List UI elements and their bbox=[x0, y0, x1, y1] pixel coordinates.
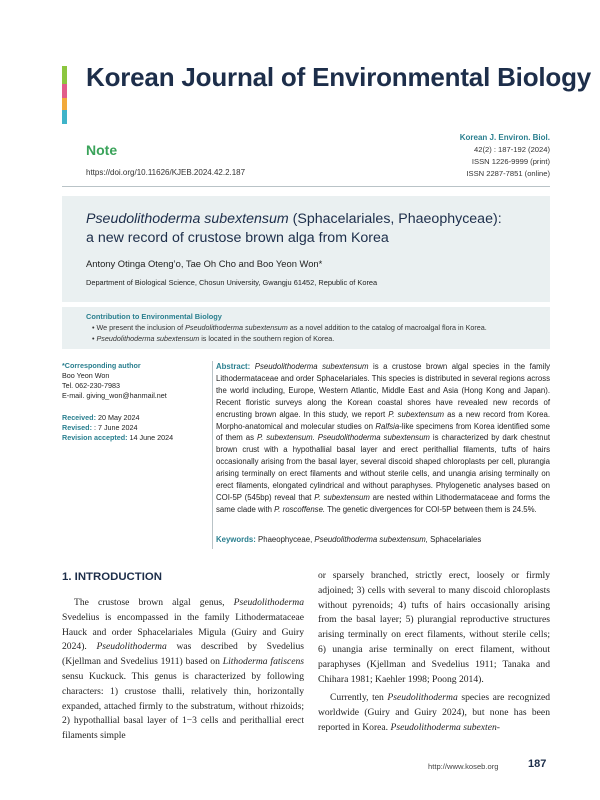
contribution-text: as a novel addition to the catalog of macroalgal flora in Korea. bbox=[287, 323, 487, 332]
contribution-item bbox=[92, 334, 334, 343]
header-divider bbox=[62, 186, 550, 187]
page-number: 187 bbox=[528, 758, 547, 770]
abstract-italic: P. subextensum bbox=[314, 492, 370, 502]
body-italic: Pseudolithoderma bbox=[387, 692, 458, 704]
body-paragraph: or sparsely branched, strictly erect, loosely or firmly adjoined; 3) cells with several to many discoid chloroplasts without pyrenoids; 4) tufts of hairs occasionally arising from the basal layer; 5) plurangial reproductive structures arising terminally on erect filaments, without sterile cells; 6) unangia arise terminally on erect filament, without paraphyses (Kjellman and Svedelius 1911; Tanaka and Chihara 1981; Kaehler 1998; Poong 2014). bbox=[318, 570, 550, 685]
journal-volume: 42(2) : 187-192 (2024) bbox=[474, 145, 550, 154]
corresponding-author-tel: Tel. 062-230-7983 bbox=[62, 381, 120, 390]
abstract-italic: P. roscoffense. bbox=[274, 504, 326, 514]
body-italic: Pseudolithoderma bbox=[96, 641, 167, 653]
body-paragraph bbox=[318, 691, 550, 735]
abstract-italic: P. subextensum bbox=[388, 409, 445, 419]
abstract-italic: Pseudolithoderma subextensum bbox=[254, 362, 369, 371]
received-label: Received: bbox=[62, 413, 96, 422]
journal-title: Korean Journal of Environmental Biology bbox=[86, 62, 592, 92]
contribution-text: is located in the southern region of Korea. bbox=[199, 334, 335, 343]
body-italic: Pseudolithoderma bbox=[233, 597, 304, 608]
body-text: was described by Svedelius (Kjellman and Svedelius 1911) based on bbox=[62, 641, 304, 668]
keywords bbox=[216, 535, 550, 544]
body-text: Currently, ten bbox=[330, 692, 388, 704]
revised-date bbox=[62, 423, 212, 433]
author-list: Antony Otinga Oteng’o, Tae Oh Cho and Boo Yeon Won* bbox=[86, 258, 323, 269]
contribution-title: Contribution to Environmental Biology bbox=[86, 312, 222, 321]
doi-link[interactable]: https://doi.org/10.11626/KJEB.2024.42.2.187 bbox=[86, 168, 246, 177]
abstract-text: The genetic divergences for COI-5P between them is 24.5%. bbox=[325, 504, 537, 514]
journal-color-stripe-pink bbox=[62, 84, 67, 98]
contribution-species: Pseudolithoderma subextensum bbox=[96, 334, 200, 343]
journal-issn-print: ISSN 1226-9999 (print) bbox=[471, 157, 550, 166]
body-italic: Pseudolithoderma subexten- bbox=[390, 721, 500, 733]
contribution-species: Pseudolithoderma subextensum bbox=[185, 323, 288, 332]
contribution-text: We present the inclusion of bbox=[96, 323, 186, 332]
abstract-text: is characterized by dark chestnut brown crust with a hypothallial basal layer and erect perithallial filaments, tufts of hairs occasionally arising from the basal layer, several discoid shaped chloroplasts per cell, plurangia arising terminally on erect filaments and without sterile cells, and unangia arising terminally on erect filaments, elongated cylindrical and without paraphyses. Phylogenetic analyses based on COI-5P (545bp) reveal that bbox=[216, 433, 550, 502]
corresponding-author-name: Boo Yeon Won bbox=[62, 371, 110, 380]
body-column-right bbox=[318, 569, 550, 736]
revised-value: : 7 June 2024 bbox=[91, 423, 138, 432]
paper-title-species: Pseudolithoderma subextensum bbox=[86, 211, 289, 227]
abstract-label: Abstract: bbox=[216, 362, 251, 371]
accepted-label: Revision accepted: bbox=[62, 433, 128, 442]
abstract-italic: P. subextensum. Pseudolithoderma subextensum bbox=[256, 433, 430, 443]
received-value: 20 May 2024 bbox=[95, 413, 140, 422]
accepted-value: 14 June 2024 bbox=[127, 433, 174, 442]
received-date bbox=[62, 413, 212, 423]
abstract-text: are nested within Lithodermataceae and forms the same clade with bbox=[216, 492, 550, 514]
journal-abbrev: Korean J. Environ. Biol. bbox=[459, 133, 550, 142]
column-divider bbox=[212, 361, 213, 549]
paper-title-part2: a new record of crustose brown alga from Korea bbox=[86, 230, 389, 246]
corresponding-author-email[interactable]: E-mail. giving_won@hanmail.net bbox=[62, 391, 167, 400]
journal-color-stripe-green bbox=[62, 66, 67, 84]
author-affiliation: Department of Biological Science, Chosun University, Gwangju 61452, Republic of Korea bbox=[86, 278, 378, 287]
section-heading-introduction: 1. INTRODUCTION bbox=[62, 571, 162, 583]
abstract-text: as a new record from Korea. Morpho-anatomical and molecular studies on bbox=[216, 409, 550, 431]
journal-meta bbox=[460, 132, 550, 180]
body-text: sensu Kuckuck. This genus is characterized by following characters: 1) crustose thalli, relatively thin, horizontally expanded, attached firmly to the substratum, without rhizoids; 2) hypothallial basal layer of 1−3 cells and perithallial erect filaments simple bbox=[62, 670, 304, 742]
article-type-label: Note bbox=[86, 142, 118, 158]
paper-title bbox=[86, 210, 546, 248]
revised-label: Revised: bbox=[62, 423, 92, 432]
article-sidebar bbox=[62, 361, 212, 443]
keyword-text: Phaeophyceae, bbox=[255, 535, 315, 544]
abstract bbox=[216, 361, 550, 516]
journal-issn-online: ISSN 2287-7851 (online) bbox=[466, 169, 550, 178]
footer-website-link[interactable]: http://www.koseb.org bbox=[428, 762, 499, 771]
body-italic: Lithoderma fatiscens bbox=[222, 656, 304, 668]
abstract-text: -like specimens from Korea identified some of them as bbox=[216, 421, 550, 443]
keyword-text: Sphacelariales bbox=[427, 535, 482, 544]
keyword-italic: Pseudolithoderma subextensum, bbox=[314, 535, 428, 544]
body-column-left bbox=[62, 596, 304, 744]
body-text: The crustose brown algal genus, bbox=[74, 597, 234, 608]
body-text: species are recognized worldwide (Guiry and Guiry 2024), but none has been reported in Korea. bbox=[318, 692, 550, 733]
contribution-item bbox=[92, 323, 487, 332]
body-text: Svedelius is encompassed in the family Lithodermataceae Hauck and order Sphacelariales Migula (Guiry and Guiry 2024). bbox=[62, 611, 304, 653]
paper-title-part1: (Sphacelariales, Phaeophyceae): bbox=[288, 211, 502, 227]
abstract-text: is a crustose brown algal species in the family Lithodermataceae and order Sphacelariales. This species is distributed in several regions across the world including, Europe, Western Atlantic, Middle East and Asia (Hong Kong and Japan). Recent floristic surveys along the Korean coastal shores have revealed new records of encrusting brown algae. In this study, we report bbox=[216, 362, 551, 419]
accepted-date bbox=[62, 433, 212, 443]
keywords-label: Keywords: bbox=[216, 535, 256, 544]
body-paragraph bbox=[62, 596, 304, 744]
journal-color-stripe-orange bbox=[62, 98, 67, 110]
journal-color-stripe-blue bbox=[62, 110, 67, 124]
abstract-italic: Ralfsia bbox=[375, 421, 400, 431]
corresponding-author-label: *Corresponding author bbox=[62, 361, 141, 370]
